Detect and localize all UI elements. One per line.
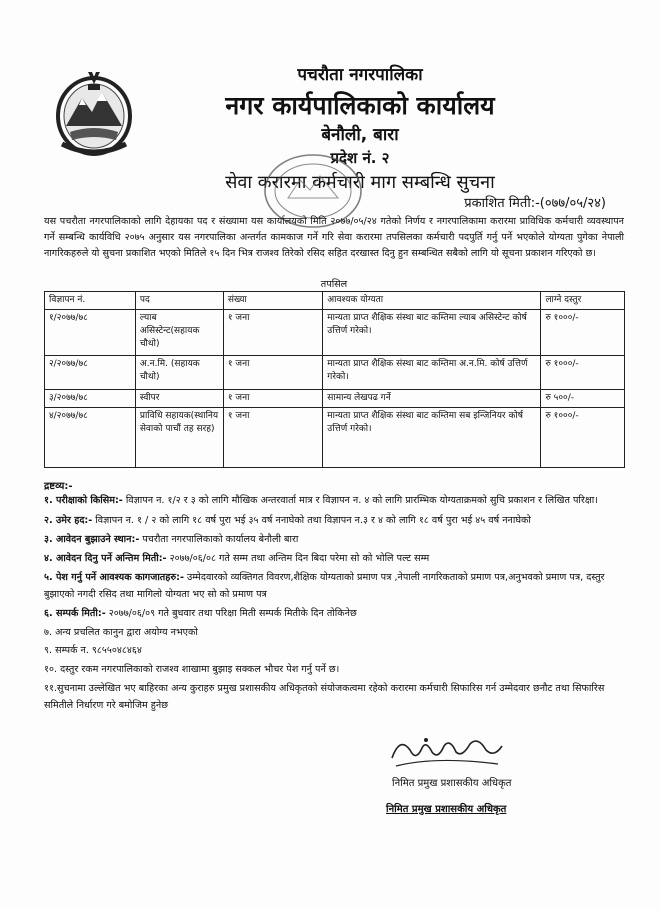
note-text: पचरौता नगरपालिकाको कार्यालय बेनौली बारा [139,534,299,545]
table-row [45,408,625,468]
cell-ad-no: २/२०७७/७८ [45,356,136,390]
municipality-name: पचरौता नगरपालिका [297,65,423,85]
cell-ad-no: १/२०७७/७८ [45,310,136,356]
cell-count: १ जना [223,356,322,390]
note-text: विज्ञापन न. १ / २ को लागि १८ वर्ष पुरा भई ३५ वर्ष ननाघेको तथा विज्ञापन न.३ र ४ को लागि १८ वर्ष पुरा भई ४५ वर्ष ननाघेको [92,515,531,526]
notes-heading: द्रष्टव्य:- [44,481,73,492]
cell-fee: रु १०००/- [541,310,625,356]
note-text: २०७७/०६/०८ गते सम्म तथा अन्तिम दिन बिदा परेमा सो को भोलि पल्ट सम्म [166,552,430,564]
note-label: ६. सम्पर्क मिती:- [44,608,106,619]
note-text: २०७७/०६/०९ गते बुधवार तथा परिक्षा मिती सम्पर्क मितीके दिन तोकिनेछ [105,608,357,619]
note-age-limit [44,512,624,529]
note-exam-type [44,492,624,509]
col-header-fee: लाग्ने दस्तुर [541,292,625,310]
cell-count: १ जना [223,310,322,356]
table-caption: तपसिल [320,279,348,290]
table-row [45,310,625,356]
cell-fee: रु १०००/- [541,356,625,390]
cell-ad-no: ४/२०७७/७८ [45,408,136,468]
cell-count: १ जना [223,408,322,468]
province-label: प्रदेश नं. २ [330,149,390,167]
col-header-count: संख्या [223,292,322,310]
signer-title: निमित प्रमुख प्रशासकीय अधिकृत [392,778,512,789]
note-contact-date [44,606,624,622]
cell-fee: रु १०००/- [541,408,625,468]
vacancy-table [44,291,625,468]
published-date: प्रकाशित मिती:-(०७७/०५/२४) [464,196,606,211]
note-eligibility: ७. अन्य प्रचलित कानुन द्वारा अयोग्य नभएको [44,626,198,638]
intro-paragraph: यस पचरौता नगरपालिकाको लागि देहायका पद र संख्यामा यस कार्यालयको मिति २०७७/०५/२४ गतेको निर्णय र नगरपालिकामा करारमा प्राविधिक कर्मचारी व्यवस्थापन गर्ने सम्बन्धि कार्यविधि २०७५ अनुसार यस नगरपालिका अन्तर्गत कामकाज गर्ने गरि सेवा करारमा तपसिलका कर्मचारी पदपुर्ति गर्नु पर्ने भएकोले योग्यता पुगेका नेपाली नागरिकहरुले यो सुचना प्रकाशित भएको मितिले १५ दिन भित्र राजश्व तिरेको रसिद सहित दरखास्त दिनु हुन सम्बन्धित सबैको लागि यो सूचना प्रकाशन गरिएको छ। [44,216,624,259]
cell-qualification: मान्यता प्राप्त शैक्षिक संस्था बाट कम्तिमा अ.न.मि. कोर्ष उत्तिर्ण गरेको। [323,356,541,390]
notice-title: सेवा करारमा कर्मचारी माग सम्बन्धि सुचना [225,172,495,193]
table-row [45,390,625,408]
note-label: ५. पेश गर्नु पर्ने आवश्यक कागजातहरु:- [44,572,184,583]
note-label: ३. आवेदन बुझाउने स्थान:- [44,534,140,545]
officer-stamp: निमित प्रमुख प्रशासकीय अधिकृत [386,804,507,815]
note-contact-number: ९. सम्पर्क न. ९८५५०४८४६४ [44,645,142,656]
office-name: नगर कार्यपालिकाको कार्यालय [225,91,495,120]
cell-qualification: मान्यता प्राप्त शैक्षिक संस्था बाट कम्तिमा ल्याब असिस्टेन्ट कोर्ष उत्तिर्ण गरेको। [323,310,541,356]
nepal-emblem-icon [52,68,136,160]
cell-ad-no: ३/२०७७/७८ [45,390,136,408]
table-row [45,356,625,390]
cell-count: १ जना [223,390,322,408]
note-label: १. परीक्षाको किसिम:- [44,495,123,506]
signature-icon [386,728,506,774]
note-text: उम्मेदवारको व्यक्तिगत विवरण,शैक्षिक योग्यताको प्रमाण पत्र ,नेपाली नागरिकताको प्रमाण पत्र,अनुभवको प्रमाण पत्र, दस्तुर बुझाएको नगदी रसिद तथा मागिलो योग्यता भए सो को प्रमाण पत्र [44,572,605,600]
note-documents [44,569,624,603]
cell-qualification: सामान्य लेखपढ गर्ने [323,390,541,408]
notes-list [44,492,624,717]
note-label: ४. आवेदन दिनु पर्ने अन्तिम मिती:- [44,552,167,564]
cell-qualification: मान्यता प्राप्त शैक्षिक संस्था बाट कम्तिमा सब इन्जिनियर कोर्ष उत्तिर्ण गरेको। [323,408,541,468]
col-header-qualification: आवश्यक योग्यता [323,292,541,310]
note-other-matters: ११.सुचनामा उल्लेखित भए बाहिरका अन्य कुराहरु प्रमुख प्रशासकीय अधिकृतको संयोजकत्वमा रहेको करारमा कर्मचारी सिफारिस गर्न उम्मेदवार छनौट तथा सिफारिस समितीले निर्धारण गरे बमोजिम हुनेछ [44,683,605,711]
col-header-post: पद [135,292,223,310]
note-label: २. उमेर हद:- [44,515,93,526]
note-text: विज्ञापन न. १/२ र ३ को लागि मौखिक अन्तरवार्ता मात्र र विज्ञापन न. ४ को लागि प्रारम्भिक योग्यताक्रमको सुचि प्रकाशन र लिखित परिक्षा। [122,495,598,506]
note-submission-place [44,532,624,548]
cell-fee: रु ५००/- [541,390,625,408]
cell-post: ल्याब असिस्टेन्ट(सहायक चौथो) [135,310,223,356]
cell-post: प्राविधि सहायक(स्थानिय सेवाको पाचौं तह सरह) [135,408,223,468]
cell-post: स्वीपर [135,390,223,408]
cell-post: अ.न.मि. (सहायक चौथो) [135,356,223,390]
note-fee-payment: १०. दस्तुर रकम नगरपालिकाको राजश्व शाखामा बुझाइ सक्कल भौचर पेश गर्नु पर्ने छ। [44,663,340,675]
table-header-row [45,292,625,310]
note-deadline [44,551,624,567]
office-address: बेनौली, बारा [321,125,399,145]
col-header-ad-no: विज्ञापन नं. [45,292,136,310]
